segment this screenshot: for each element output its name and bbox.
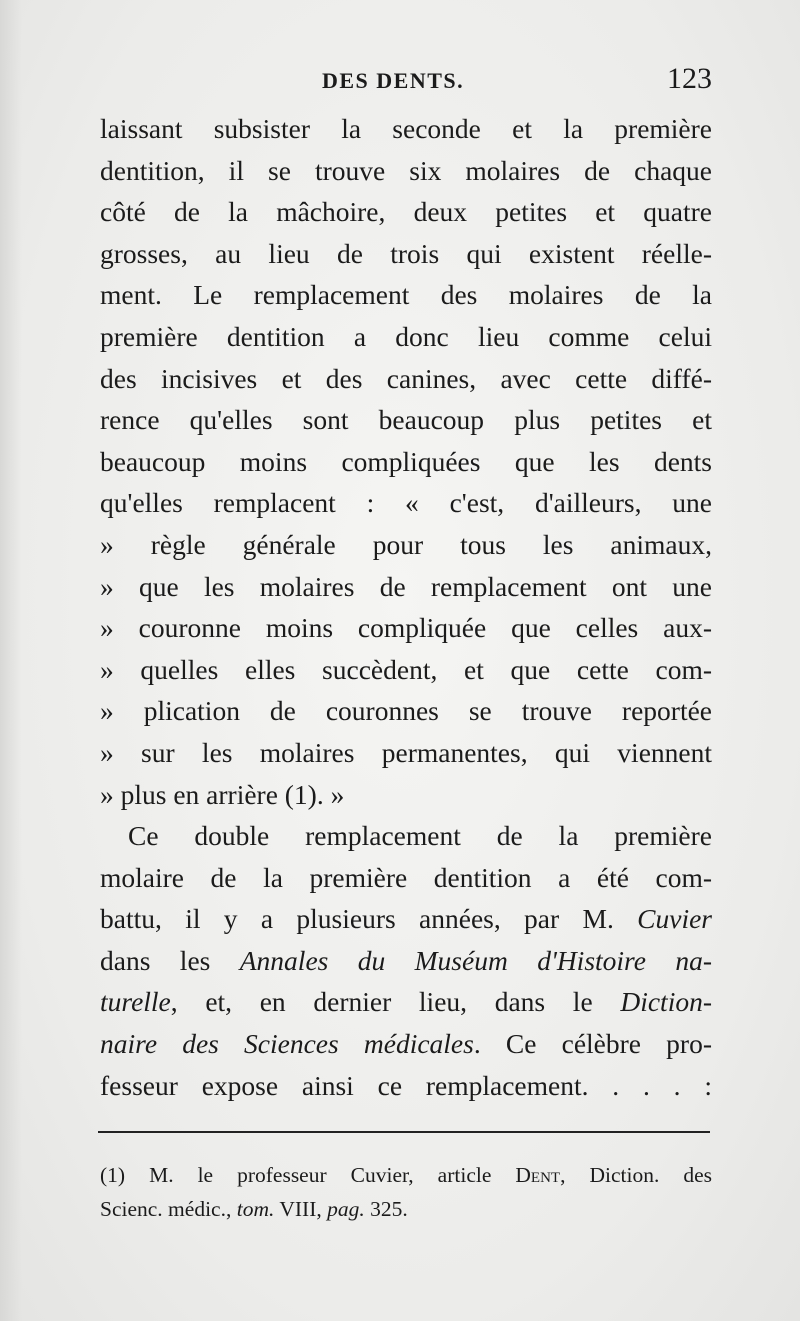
footnote-text: (1) M. le professeur Cuvier, article xyxy=(100,1163,492,1187)
footnote-text: 325. xyxy=(370,1197,408,1221)
text-line: fesseur expose ainsi ce remplacement. . . . : xyxy=(100,1069,712,1101)
text-segment: . Ce célèbre pro- xyxy=(473,1028,712,1060)
text-line: molaire de la première dentition a été com- xyxy=(100,861,712,893)
text-line: qu'elles remplacent : « c'est, d'ailleurs, une xyxy=(100,487,712,519)
footnote-text: VIII, xyxy=(279,1197,322,1221)
quote-line: » quelles elles succèdent, et que cette com- xyxy=(100,653,712,685)
italic-title: naire des Sciences médicales xyxy=(100,1028,474,1060)
text-line: rence qu'elles sont beaucoup plus petites et xyxy=(100,404,712,436)
text-segment: battu, il y a plusieurs années, par M. xyxy=(100,903,614,935)
text-segment xyxy=(100,986,593,1017)
italic-title: turelle xyxy=(100,986,171,1018)
text-line: des incisives et des canines, avec cette diffé- xyxy=(100,362,712,394)
footnote-text: Scienc. médic., xyxy=(100,1197,232,1221)
text-line: Ce double remplacement de la première xyxy=(128,820,712,852)
text-segment: dans les xyxy=(100,944,211,976)
text-line-mixed xyxy=(100,981,712,1023)
text-line: dentition, il se trouve six molaires de chaque xyxy=(100,154,712,186)
quote-line: » plus en arrière (1). » xyxy=(100,778,345,810)
body-text xyxy=(100,108,712,1106)
text-line: côté de la mâchoire, deux petites et quatre xyxy=(100,196,712,228)
text-line: première dentition a donc lieu comme celui xyxy=(100,320,712,352)
text-line: grosses, au lieu de trois qui existent réelle- xyxy=(100,237,712,269)
footnote-smallcaps: Dent xyxy=(515,1163,561,1187)
italic-title: Diction- xyxy=(620,986,712,1018)
quote-line: » couronne moins compliquée que celles aux- xyxy=(100,612,712,644)
text-line xyxy=(100,1023,712,1065)
footnote-text: , Diction. des xyxy=(560,1163,712,1187)
quote-line: » que les molaires de remplacement ont une xyxy=(100,570,712,602)
italic-title: Annales du Muséum d'Histoire na- xyxy=(239,944,712,976)
footnote xyxy=(100,1158,712,1226)
quote-line: » plication de couronnes se trouve reportée xyxy=(100,695,712,727)
quote-line: » sur les molaires permanentes, qui viennent xyxy=(100,736,712,768)
text-line: laissant subsister la seconde et la première xyxy=(100,113,712,144)
page-number: 123 xyxy=(667,62,712,95)
text-line: ment. Le remplacement des molaires de la xyxy=(100,279,712,311)
footnote-line xyxy=(100,1158,712,1192)
text-line-mixed xyxy=(100,898,712,940)
text-segment: , et, en dernier lieu, dans le xyxy=(170,986,593,1018)
footnote-italic: tom. xyxy=(236,1197,275,1221)
text-line: beaucoup moins compliquées que les dents xyxy=(100,445,712,477)
footnote-line xyxy=(100,1192,712,1226)
italic-author-name: Cuvier xyxy=(637,903,712,935)
footnote-rule xyxy=(98,1131,710,1133)
footnote-italic: pag. xyxy=(327,1197,365,1221)
page-header xyxy=(100,62,712,102)
text-line-mixed xyxy=(100,940,712,982)
quote-line: » règle générale pour tous les animaux, xyxy=(100,528,712,560)
running-head: DES DENTS. xyxy=(322,68,465,93)
gutter-shadow xyxy=(0,0,22,1321)
